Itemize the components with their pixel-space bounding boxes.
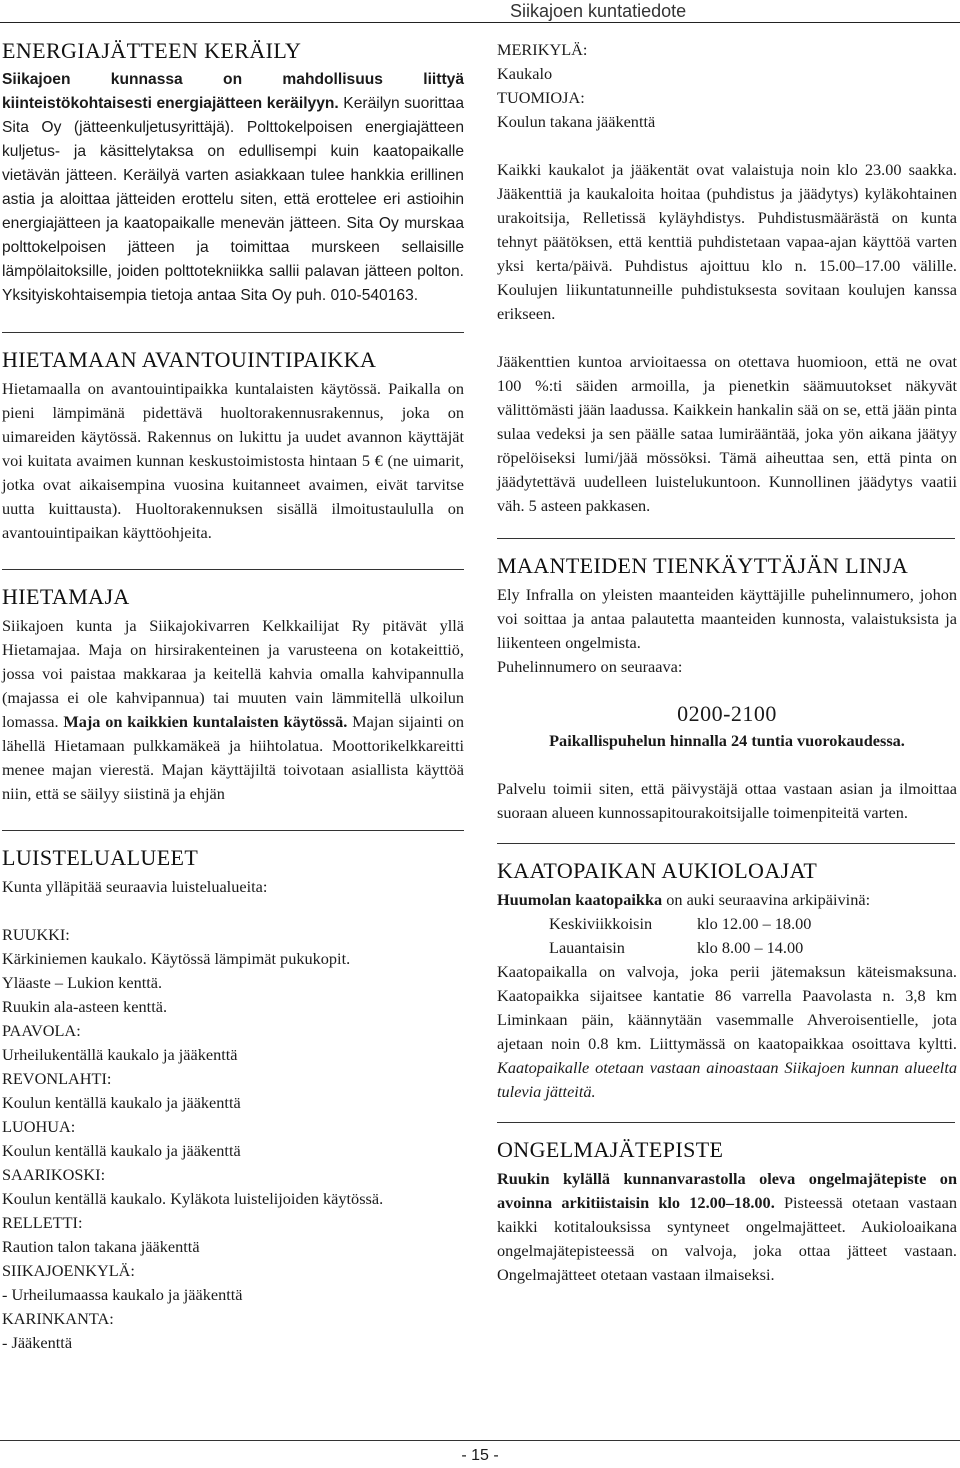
maantie-heading: MAANTEIDEN TIENKÄYTTÄJÄN LINJA	[497, 553, 909, 578]
list-item: RUUKKI:	[2, 925, 70, 944]
section-ongelma	[497, 1137, 957, 1287]
hours-day: Keskiviikkoisin	[549, 914, 653, 933]
hietamaja-heading: HIETAMAJA	[2, 584, 130, 609]
list-item: Koulun kentällä kaukalo ja jääkenttä	[2, 1093, 241, 1112]
energiajate-heading: ENERGIAJÄTTEEN KERÄILY	[2, 38, 302, 63]
page-header: Siikajoen kuntatiedote	[510, 1, 687, 21]
section-luistelu-cont	[497, 38, 957, 518]
list-item: LUOHUA:	[2, 1117, 76, 1136]
luistelu-body-2: Jääkenttien kuntoa arvioitaessa on otettava huomioon, että ne ovat 100 %:ti säiden armoilla, ja pienetkin säämuutokset näkyvät välittömästi jään laadussa. Kaikkein hankalin sää on se, että jään pinta sulaa vedeksi ja sen päälle sataa lumirääntää, joka yön aikana jäätyy röpelöiseksi lumi/jää mössöksi. Tämä aiheuttaa sen, että pinta on jäädytettävä uudelleen luistelukuntoon. Kunnollinen jäädytys vaatii väh. 5 asteen pakkasen.	[497, 352, 957, 515]
section-kaatopaikka	[497, 858, 957, 1104]
list-item: RELLETTI:	[2, 1213, 83, 1232]
list-item: SIIKAJOENKYLÄ:	[2, 1261, 135, 1280]
list-item: KARINKANTA:	[2, 1309, 114, 1328]
ongelma-body: Ruukin kylällä kunnanvarastolla oleva ongelmajätepiste on avoinna arkitiistaisin klo 12.00–18.00. Pisteessä otetaan vastaan kaikki kotitalouksissa syntyneet ongelmajätteet. Aukioloaikana ongelmajätepisteessä on valvoja, joka ottaa jätteet vastaan. Ongelmajätteet otetaan vastaan ilmaiseksi.	[497, 1169, 957, 1284]
luistelu-heading: LUISTELUALUEET	[2, 845, 199, 870]
left-column	[2, 38, 464, 1355]
hietamaja-body: Siikajoen kunta ja Siikajokivarren Kelkkailijat Ry pitävät yllä Hietamajaa. Maja on hirsirakenteinen ja varusteena on kotakeittiö, jossa voi paistaa makkaraa ja keitellä kahvia omalla kahvipannulla (majassa ei ole kahvipannua) tai muuten vain lämmitellä ulkoilun lomassa. Maja on kaikkien kuntalaisten käytössä. Majan sijainti on lähellä Hietamaan pulkkamäkeä ja hiihtolatua. Moottorikelkkareitti menee majan vierestä. Majan käyttäjiltä toivotaan asiallista käyttöä niin, että se säilyy siistinä ja ehjän	[2, 616, 465, 803]
section-divider	[2, 332, 464, 333]
section-luistelu	[2, 845, 464, 1355]
section-hietamaja	[2, 584, 464, 806]
list-item: Kärkiniemen kaukalo. Käytössä lämpimät pukukopit.	[2, 949, 351, 968]
luistelu-right-list	[497, 38, 957, 134]
energiajate-lead: Siikajoen kunnassa on mahdollisuus liittyä kiinteistökohtaisesti energiajätteen keräilyyn.	[2, 71, 464, 112]
list-item: - Jääkenttä	[2, 1333, 73, 1352]
header-divider	[0, 22, 960, 23]
list-item: Raution talon takana jääkenttä	[2, 1237, 200, 1256]
hours-row	[497, 912, 957, 936]
kaatopaikka-heading: KAATOPAIKAN AUKIOLOAJAT	[497, 858, 818, 883]
maantie-body-2: Puhelinnumero on seuraava:	[497, 657, 683, 676]
footer-divider	[0, 1440, 960, 1441]
kaatopaikka-lead: Huumolan kaatopaikka on auki seuraavina arkipäivinä:	[497, 890, 871, 909]
list-item: REVONLAHTI:	[2, 1069, 112, 1088]
luistelu-body-1: Kaikki kaukalot ja jääkentät ovat valaistuja noin klo 23.00 saakka. Jääkenttiä ja kaukaloita hoitaa (puhdistus ja jäädytys) kyläkohtainen urakoitsija, Relletissä kyläyhdistys. Puhdistusmäärästä on kunta tehnyt päätöksen, että kenttiä puhdistetaan vapaa-ajan käyttöä varten yksi kerta/päivä. Puhdistus ajoittuu klo n. 15.00–17.00 välille. Koulujen liikuntatunneille puhdistuksesta sovitaan koulujen kanssa erikseen.	[497, 160, 957, 323]
hietamaa-body: Hietamaalla on avantouintipaikka kuntalaisten käytössä. Paikalla on pieni lämpimänä pidettävä huoltorakennusrakennus, joka on uimareiden käytössä. Rakennus on lukittu ja uudet avannon käyttäjät voi kuitata avaimen kunnan keskustoimistosta hintaan 5 € (ne uimarit, jotka ovat aikaisempina vuosina kuitanneet avaimen, eivät tarvitse uutta kuittausta). Huoltorakennuksen sisällä ilmoitustaululla on avantouintipaikan käyttöohjeita.	[2, 379, 464, 542]
section-divider	[497, 843, 955, 844]
luistelu-intro: Kunta ylläpitää seuraavia luistelualueita:	[2, 877, 268, 896]
list-item: Koulun takana jääkenttä	[497, 112, 656, 131]
section-energiajate	[2, 38, 464, 308]
list-item: Yläaste – Lukion kenttä.	[2, 973, 163, 992]
maantie-body-1: Ely Infralla on yleisten maanteiden käyttäjille puhelinnumero, johon voi soittaa ja antaa palautetta maanteiden kunnosta, valaistuksista ja liikenteen ongelmista.	[497, 585, 957, 652]
kaatopaikka-hours	[497, 912, 957, 960]
luistelu-list	[2, 923, 464, 1355]
list-item: PAAVOLA:	[2, 1021, 81, 1040]
section-maantie	[497, 553, 957, 825]
maantie-body-3: Palvelu toimii siten, että päivystäjä ottaa vastaan asian ja ilmoittaa suoraan alueen kunnossapitourakoitsijalle toimenpiteitä varten.	[497, 779, 957, 822]
list-item: TUOMIOJA:	[497, 88, 585, 107]
section-divider	[2, 569, 464, 570]
maantie-phone: 0200-2100	[677, 701, 777, 726]
list-item: Urheilukentällä kaukalo ja jääkenttä	[2, 1045, 238, 1064]
hours-time: klo 12.00 – 18.00	[697, 914, 812, 933]
maantie-phone-note: Paikallispuhelun hinnalla 24 tuntia vuorokaudessa.	[549, 731, 905, 750]
list-item: MERIKYLÄ:	[497, 40, 588, 59]
hours-day: Lauantaisin	[549, 938, 625, 957]
hietamaa-heading: HIETAMAAN AVANTOUINTIPAIKKA	[2, 347, 377, 372]
list-item: Ruukin ala-asteen kenttä.	[2, 997, 168, 1016]
hours-time: klo 8.00 – 14.00	[697, 938, 804, 957]
list-item: Kaukalo	[497, 64, 553, 83]
list-item: Koulun kentällä kaukalo ja jääkenttä	[2, 1141, 241, 1160]
list-item: SAARIKOSKI:	[2, 1165, 106, 1184]
section-hietamaa	[2, 347, 464, 545]
page-number: - 15 -	[461, 1447, 499, 1464]
right-column	[497, 38, 957, 1287]
list-item: - Urheilumaassa kaukalo ja jääkenttä	[2, 1285, 243, 1304]
energiajate-body: Siikajoen kunnassa on mahdollisuus liittyä kiinteistökohtaisesti energiajätteen keräilyyn. Keräilyn suorittaa Sita Oy (jätteenkuljetusyrittäjä). Polttokelpoisen energiajätteen kuljetus- ja käsittelytaksa on edullisempi kuin kaatopaikalle vietävän jätteen. Keräilyä varten asiakkaan tulee hankkia erillinen astia ja aloittaa jätteiden erottelu siten, että erottelee eri astioihin energiajätteen ja kaatopaikalle menevän jätteen. Sita Oy murskaa polttokelpoisen jätteen ja toimittaa murskeen sellaisille lämpölaitoksille, joiden polttotekniikka sallii palavan jätteen polton. Yksityiskohtaisempia tietoja antaa Sita Oy puh. 010-540163.	[2, 71, 465, 304]
list-item: Koulun kentällä kaukalo. Kyläkota luistelijoiden käytössä.	[2, 1189, 384, 1208]
section-divider	[497, 538, 955, 539]
section-divider	[2, 830, 464, 831]
kaatopaikka-body: Kaatopaikalla on valvoja, joka perii jätemaksun käteismaksuna. Kaatopaikka sijaitsee kantatie 86 varrella Paavolasta n. 3,8 km Liminkaan päin, käännytään vasemmalle Ahveroisentielle, jota ajetaan noin 0.8 km. Liittymässä on kaatopaikkaa osoittava kyltti. Kaatopaikalle otetaan vastaan ainoastaan Siikajoen kunnan alueelta tulevia jätteitä.	[497, 962, 957, 1101]
ongelma-heading: ONGELMAJÄTEPISTE	[497, 1137, 724, 1162]
section-divider	[497, 1122, 955, 1123]
hours-row	[497, 936, 957, 960]
